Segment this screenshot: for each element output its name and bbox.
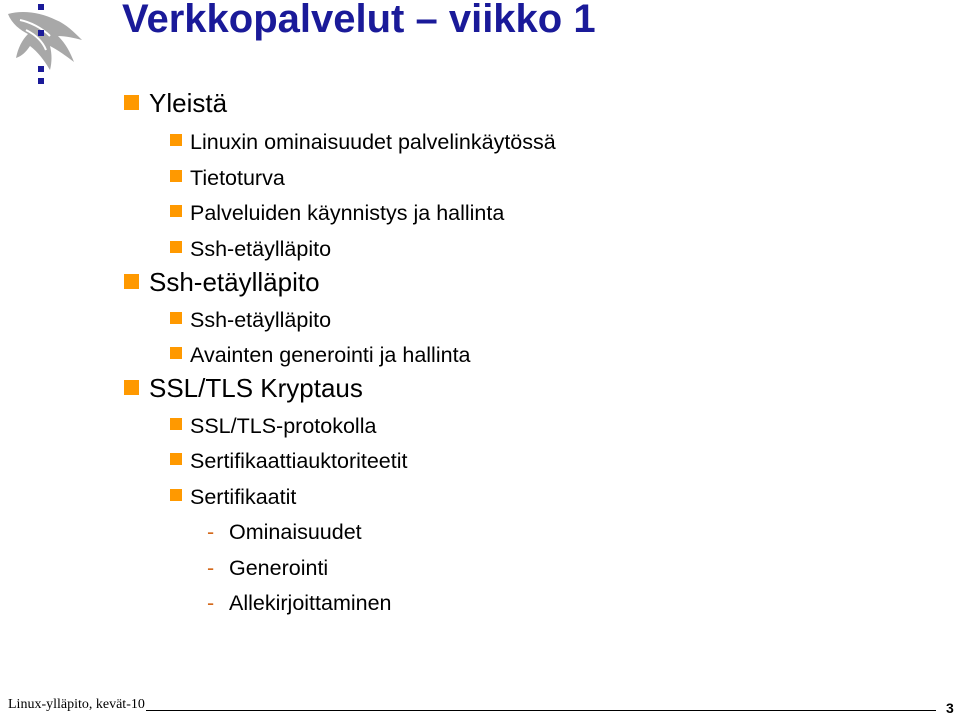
outline-subitem: Ssh-etäylläpito bbox=[170, 306, 331, 334]
square-bullet-icon bbox=[170, 241, 182, 253]
footer-course: Linux-ylläpito, kevät-10 bbox=[8, 697, 145, 712]
university-logo-icon bbox=[0, 0, 100, 90]
outline-subsubitem: - Generointi bbox=[207, 556, 329, 580]
square-bullet-icon bbox=[170, 312, 182, 324]
outline-subsubitem: - Allekirjoittaminen bbox=[207, 591, 392, 615]
square-bullet-icon bbox=[170, 489, 182, 501]
outline-subitem: Sertifikaatit bbox=[170, 483, 296, 511]
outline-subitem: Ssh-etäylläpito bbox=[170, 235, 331, 263]
outline-subitem: Tietoturva bbox=[170, 164, 285, 192]
outline-subitem: SSL/TLS-protokolla bbox=[170, 412, 376, 440]
square-bullet-icon bbox=[170, 205, 182, 217]
outline-subitem: Sertifikaattiauktoriteetit bbox=[170, 447, 408, 475]
square-bullet-icon bbox=[124, 95, 139, 110]
square-bullet-icon bbox=[170, 453, 182, 465]
square-bullet-icon bbox=[124, 274, 139, 289]
slide-title: Verkkopalvelut – viikko 1 bbox=[122, 0, 596, 41]
square-bullet-icon bbox=[170, 134, 182, 146]
outline-item-general: Yleistä bbox=[124, 87, 227, 119]
square-bullet-icon bbox=[170, 170, 182, 182]
outline-item-ssh: Ssh-etäylläpito bbox=[124, 266, 320, 298]
outline-subitem: Palveluiden käynnistys ja hallinta bbox=[170, 199, 504, 227]
footer-divider bbox=[146, 710, 936, 711]
square-bullet-icon bbox=[170, 347, 182, 359]
square-bullet-icon bbox=[170, 418, 182, 430]
outline-item-ssl: SSL/TLS Kryptaus bbox=[124, 372, 363, 404]
square-bullet-icon bbox=[124, 380, 139, 395]
page-number: 3 bbox=[946, 700, 954, 716]
outline-subsubitem: - Ominaisuudet bbox=[207, 520, 362, 544]
outline-subitem: Avainten generointi ja hallinta bbox=[170, 341, 471, 369]
outline-subitem: Linuxin ominaisuudet palvelinkäytössä bbox=[170, 128, 556, 156]
